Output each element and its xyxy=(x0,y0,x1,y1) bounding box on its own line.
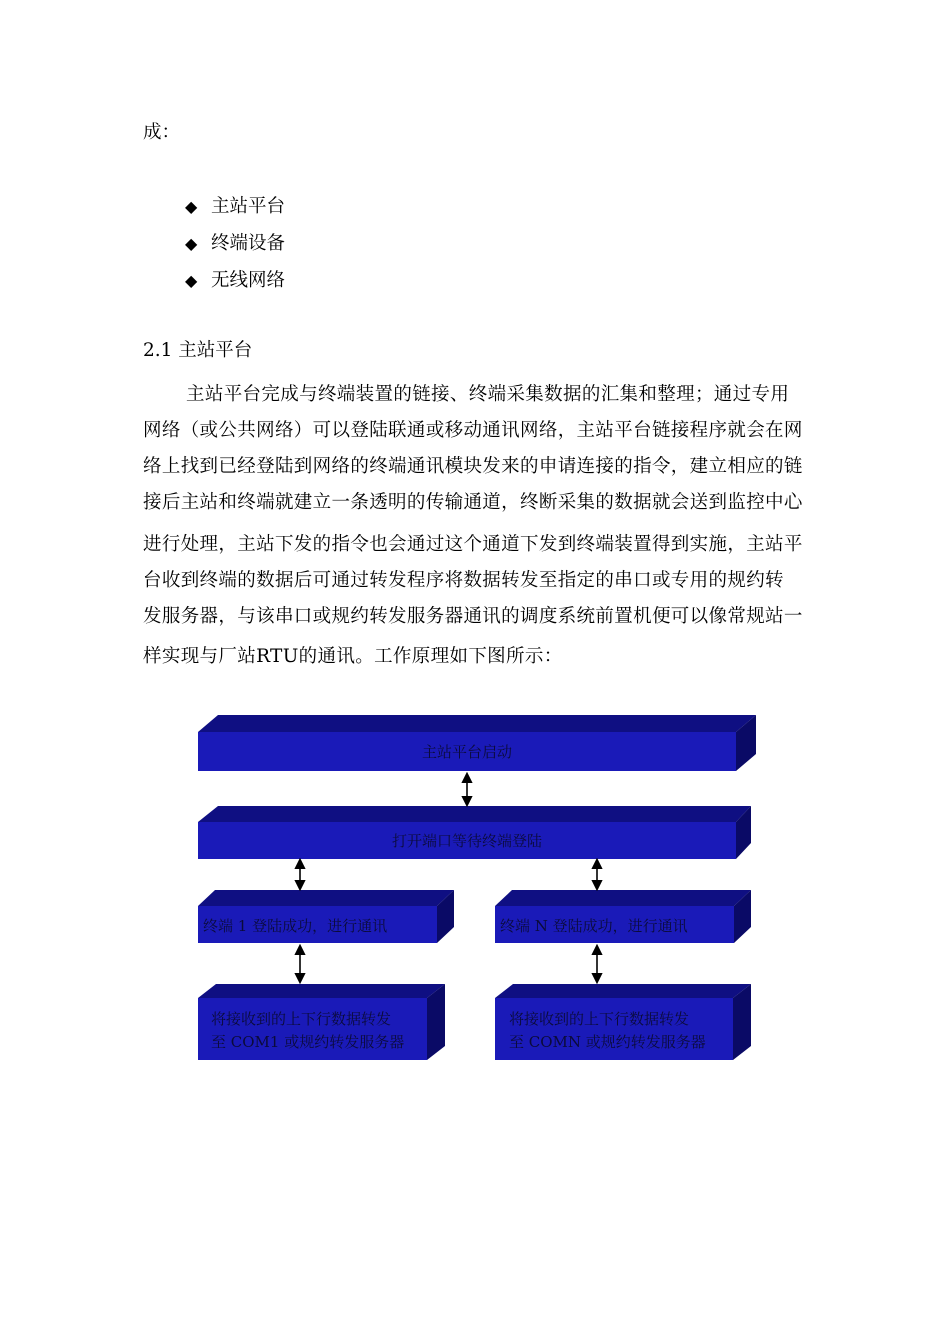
paragraph-line: 样实现与厂站RTU的通讯。工作原理如下图所示： xyxy=(143,646,563,667)
paragraph-line: 主站平台完成与终端装置的链接、终端采集数据的汇集和整理；通过专用 xyxy=(186,384,790,405)
box-top-face xyxy=(495,984,751,998)
paragraph-line: 台收到终端的数据后可通过转发程序将数据转发至指定的串口或专用的规约转 xyxy=(143,570,784,591)
diamond-bullet-icon: ◆ xyxy=(185,271,198,290)
box-top-face xyxy=(198,715,756,732)
paragraph-line: 发服务器，与该串口或规约转发服务器通讯的调度系统前置机便可以像常规站一 xyxy=(143,606,803,627)
box-top-face xyxy=(198,806,751,822)
list-item-label: 主站平台 xyxy=(211,196,286,217)
box-terminal-1 xyxy=(198,890,454,943)
paragraph-line: 接后主站和终端就建立一条透明的传输通道，终断采集的数据就会送到监控中心 xyxy=(143,492,803,513)
diamond-bullet-icon: ◆ xyxy=(185,197,198,216)
box-label-line: 将接收到的上下行数据转发 xyxy=(211,1010,392,1028)
box-top-face xyxy=(495,890,751,906)
box-top-face xyxy=(198,984,445,998)
section-heading: 2.1 主站平台 xyxy=(143,340,253,361)
box-label: 打开端口等待终端登陆 xyxy=(391,832,543,850)
intro-tail: 成： xyxy=(143,122,181,143)
box-label: 终端 N 登陆成功，进行通讯 xyxy=(500,917,688,935)
box-top-face xyxy=(198,890,454,906)
list-item-label: 无线网络 xyxy=(211,270,286,291)
box-label-line: 至 COM1 或规约转发服务器 xyxy=(211,1033,405,1051)
box-master-start xyxy=(198,715,756,771)
box-wait-login xyxy=(198,806,751,859)
paragraph-line: 络上找到已经登陆到网络的终端通讯模块发来的申请连接的指令，建立相应的链 xyxy=(143,456,803,477)
paragraph-line: 网络（或公共网络）可以登陆联通或移动通讯网络，主站平台链接程序就会在网 xyxy=(143,420,803,441)
paragraph-line: 进行处理，主站下发的指令也会通过这个通道下发到终端装置得到实施，主站平 xyxy=(143,534,803,555)
box-terminal-n xyxy=(495,890,751,943)
box-forward-comn xyxy=(495,984,751,1060)
box-label: 终端 1 登陆成功，进行通讯 xyxy=(203,917,388,935)
list-item-label: 终端设备 xyxy=(211,233,286,254)
box-forward-com1 xyxy=(198,984,445,1060)
box-label-line: 至 COMN 或规约转发服务器 xyxy=(509,1033,706,1051)
box-label-line: 将接收到的上下行数据转发 xyxy=(509,1010,690,1028)
box-label: 主站平台启动 xyxy=(421,743,513,761)
diamond-bullet-icon: ◆ xyxy=(185,234,198,253)
